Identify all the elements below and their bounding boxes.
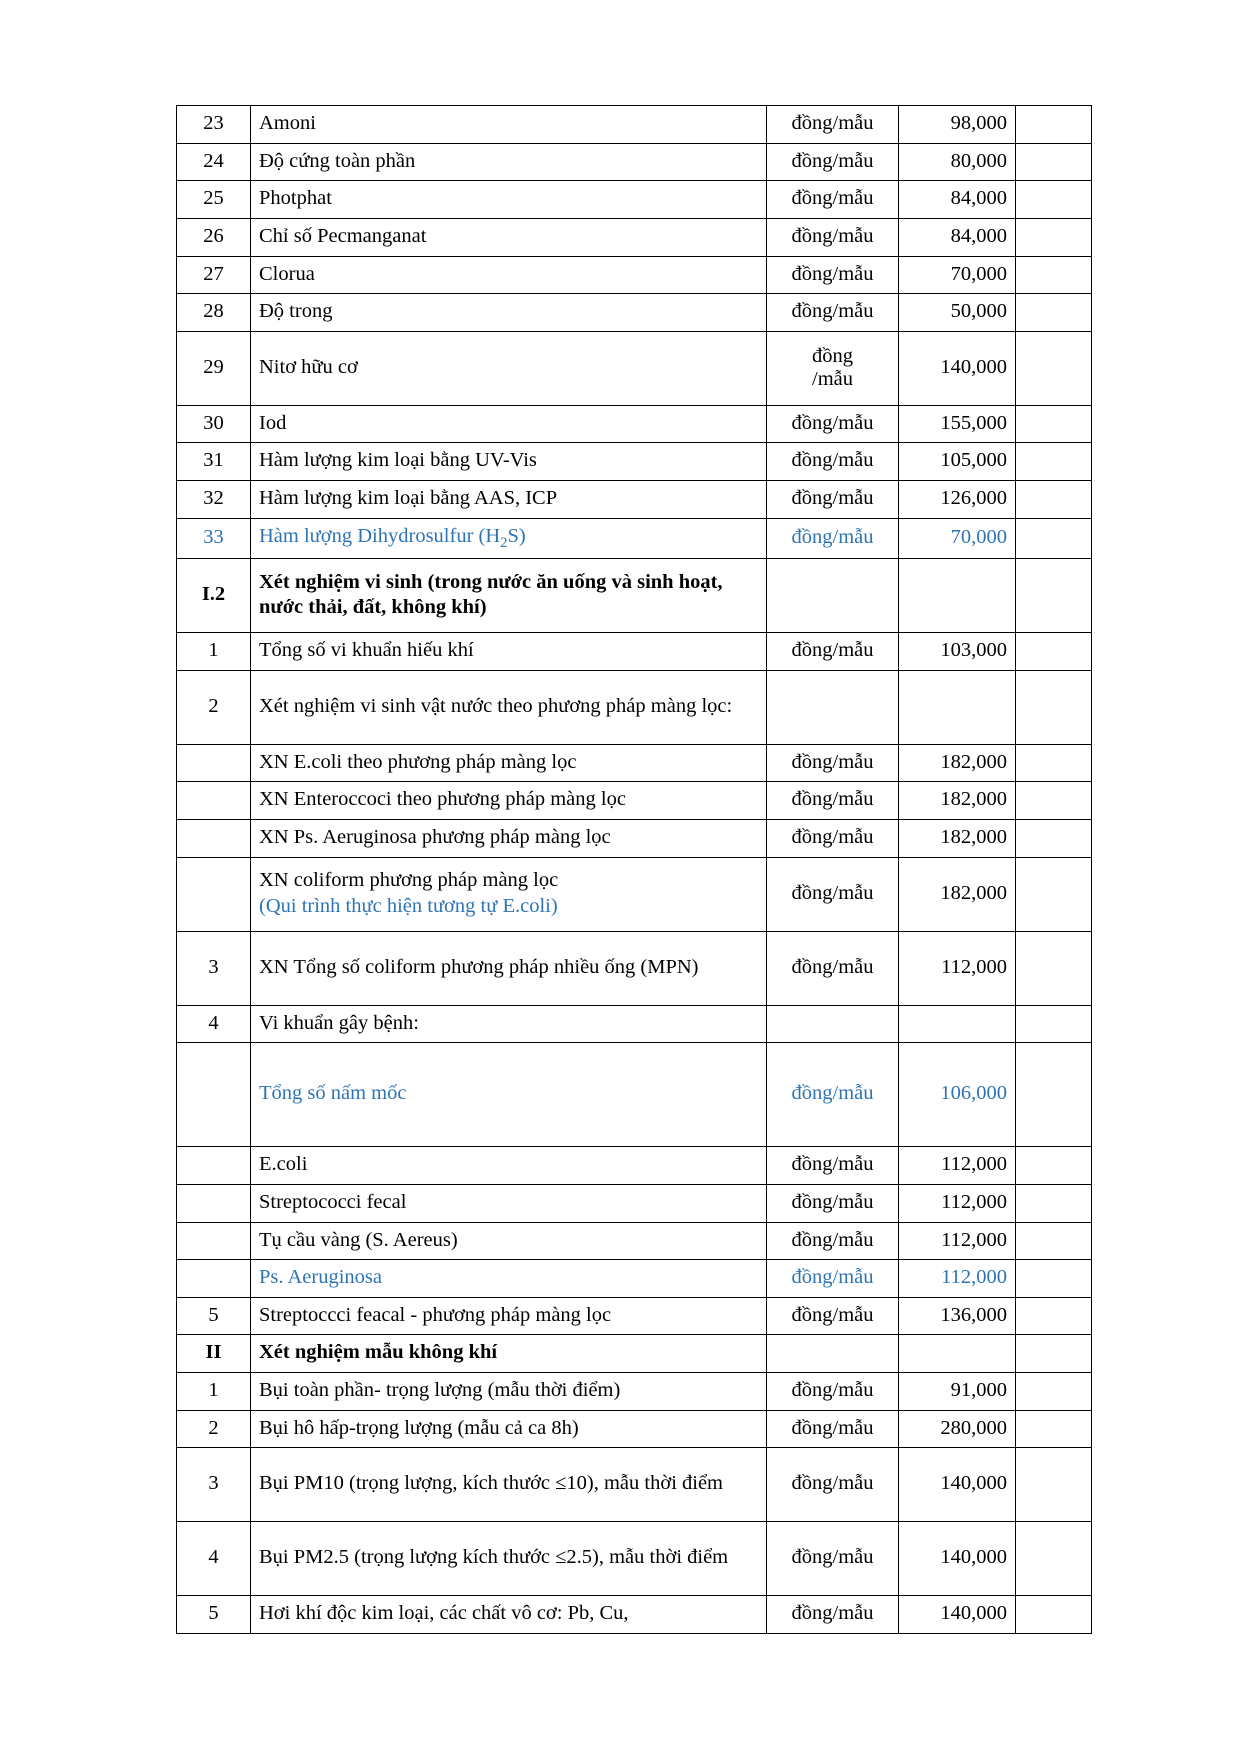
row-name: Độ trong (251, 294, 767, 332)
row-unit: đồng/mẫu (767, 481, 899, 519)
row-unit: đồng/mẫu (767, 1448, 899, 1522)
row-note (1016, 1522, 1092, 1596)
row-no (177, 1043, 251, 1147)
row-unit: đồng/mẫu (767, 857, 899, 931)
row-unit: đồng/mẫu (767, 256, 899, 294)
table-row (177, 518, 1092, 559)
table-row (177, 181, 1092, 219)
row-name-subnote: (Qui trình thực hiện tương tự E.coli) (259, 894, 558, 917)
row-unit: đồng/mẫu (767, 143, 899, 181)
table-row (177, 405, 1092, 443)
row-unit: đồng/mẫu (767, 931, 899, 1005)
row-name: Nitơ hữu cơ (251, 331, 767, 405)
row-note (1016, 1005, 1092, 1043)
row-no: 27 (177, 256, 251, 294)
row-price: 50,000 (899, 294, 1016, 332)
row-name: Clorua (251, 256, 767, 294)
row-name: E.coli (251, 1147, 767, 1185)
row-no: 2 (177, 670, 251, 744)
row-no (177, 857, 251, 931)
row-note (1016, 1596, 1092, 1634)
row-no: II (177, 1335, 251, 1373)
row-price: 136,000 (899, 1297, 1016, 1335)
row-name: Tổng số vi khuẩn hiếu khí (251, 633, 767, 671)
row-unit: đồng/mẫu (767, 1043, 899, 1147)
row-price: 112,000 (899, 1222, 1016, 1260)
row-unit: đồng/mẫu (767, 1260, 899, 1298)
row-no: I.2 (177, 559, 251, 633)
table-row (177, 1043, 1092, 1147)
row-name: Photphat (251, 181, 767, 219)
row-price: 84,000 (899, 218, 1016, 256)
row-price (899, 670, 1016, 744)
row-no (177, 820, 251, 858)
row-price: 106,000 (899, 1043, 1016, 1147)
row-note (1016, 181, 1092, 219)
table-row (177, 1522, 1092, 1596)
table-row (177, 294, 1092, 332)
row-unit: đồng/mẫu (767, 1596, 899, 1634)
table-row (177, 256, 1092, 294)
table-row (177, 1222, 1092, 1260)
row-note (1016, 820, 1092, 858)
row-unit (767, 331, 899, 405)
row-no: 1 (177, 1373, 251, 1411)
row-name: Hàm lượng kim loại bằng UV-Vis (251, 443, 767, 481)
row-name: Hơi khí độc kim loại, các chất vô cơ: Pb, Cu, (251, 1596, 767, 1634)
row-unit (767, 670, 899, 744)
table-row (177, 1184, 1092, 1222)
table-row (177, 218, 1092, 256)
row-name (251, 857, 767, 931)
row-no: 1 (177, 633, 251, 671)
row-no: 29 (177, 331, 251, 405)
row-no (177, 1147, 251, 1185)
row-no: 28 (177, 294, 251, 332)
table-row (177, 331, 1092, 405)
row-name: Chỉ số Pecmanganat (251, 218, 767, 256)
row-name: Xét nghiệm vi sinh (trong nước ăn uống và sinh hoạt, nước thải, đất, không khí) (251, 559, 767, 633)
table-row (177, 1410, 1092, 1448)
table-row (177, 143, 1092, 181)
row-name-post: S) (507, 524, 526, 547)
row-name: Xét nghiệm vi sinh vật nước theo phương pháp màng lọc: (251, 670, 767, 744)
row-note (1016, 143, 1092, 181)
table-row (177, 744, 1092, 782)
row-name: XN Enteroccoci theo phương pháp màng lọc (251, 782, 767, 820)
row-no: 4 (177, 1522, 251, 1596)
row-unit: đồng/mẫu (767, 1522, 899, 1596)
row-note (1016, 1222, 1092, 1260)
row-unit: đồng/mẫu (767, 1373, 899, 1411)
row-name: XN Tổng số coliform phương pháp nhiều ống (MPN) (251, 931, 767, 1005)
row-price: 126,000 (899, 481, 1016, 519)
row-note (1016, 405, 1092, 443)
row-unit: đồng/mẫu (767, 106, 899, 144)
row-unit (767, 1335, 899, 1373)
row-name: Iod (251, 405, 767, 443)
row-no: 3 (177, 931, 251, 1005)
row-note (1016, 331, 1092, 405)
row-note (1016, 1184, 1092, 1222)
row-note (1016, 1448, 1092, 1522)
row-note (1016, 670, 1092, 744)
table-row (177, 1260, 1092, 1298)
table-row (177, 1147, 1092, 1185)
row-no (177, 782, 251, 820)
table-row (177, 633, 1092, 671)
row-note (1016, 1260, 1092, 1298)
row-no: 26 (177, 218, 251, 256)
row-name-pre: Hàm lượng Dihydrosulfur (H (259, 524, 501, 547)
row-no (177, 1222, 251, 1260)
row-price: 98,000 (899, 106, 1016, 144)
row-unit: đồng/mẫu (767, 294, 899, 332)
row-unit: đồng/mẫu (767, 405, 899, 443)
row-note (1016, 443, 1092, 481)
row-name (251, 518, 767, 559)
row-unit: đồng/mẫu (767, 1184, 899, 1222)
row-no: 23 (177, 106, 251, 144)
row-price: 182,000 (899, 857, 1016, 931)
row-price (899, 559, 1016, 633)
row-name: Tụ cầu vàng (S. Aereus) (251, 1222, 767, 1260)
row-no: 30 (177, 405, 251, 443)
row-no: 2 (177, 1410, 251, 1448)
row-price: 80,000 (899, 143, 1016, 181)
table-row (177, 1297, 1092, 1335)
row-price: 140,000 (899, 1522, 1016, 1596)
row-price: 140,000 (899, 1596, 1016, 1634)
row-note (1016, 1335, 1092, 1373)
row-name: XN E.coli theo phương pháp màng lọc (251, 744, 767, 782)
row-no: 31 (177, 443, 251, 481)
table-row (177, 1596, 1092, 1634)
row-price: 280,000 (899, 1410, 1016, 1448)
row-name-sub: 2 (500, 534, 508, 551)
table-row (177, 820, 1092, 858)
row-price: 91,000 (899, 1373, 1016, 1411)
row-no: 3 (177, 1448, 251, 1522)
row-note (1016, 294, 1092, 332)
table-row (177, 857, 1092, 931)
row-price: 105,000 (899, 443, 1016, 481)
row-price: 84,000 (899, 181, 1016, 219)
row-name: XN Ps. Aeruginosa phương pháp màng lọc (251, 820, 767, 858)
row-price: 140,000 (899, 331, 1016, 405)
row-note (1016, 1297, 1092, 1335)
row-price: 155,000 (899, 405, 1016, 443)
row-unit: đồng/mẫu (767, 443, 899, 481)
row-note (1016, 1373, 1092, 1411)
row-note (1016, 1410, 1092, 1448)
row-name: Streptoccci feacal - phương pháp màng lọc (251, 1297, 767, 1335)
row-no: 5 (177, 1596, 251, 1634)
row-no (177, 1184, 251, 1222)
row-price: 112,000 (899, 1184, 1016, 1222)
row-unit: đồng/mẫu (767, 1410, 899, 1448)
row-price: 70,000 (899, 518, 1016, 559)
row-unit (767, 559, 899, 633)
table-row (177, 782, 1092, 820)
row-note (1016, 518, 1092, 559)
row-no: 32 (177, 481, 251, 519)
row-unit: đồng/mẫu (767, 1147, 899, 1185)
price-table (176, 105, 1092, 1634)
row-price (899, 1335, 1016, 1373)
row-note (1016, 1147, 1092, 1185)
row-price: 112,000 (899, 1147, 1016, 1185)
row-no: 24 (177, 143, 251, 181)
table-row (177, 670, 1092, 744)
row-name: Bụi PM2.5 (trọng lượng kích thước ≤2.5), mẫu thời điểm (251, 1522, 767, 1596)
table-row (177, 1373, 1092, 1411)
row-unit: đồng/mẫu (767, 782, 899, 820)
row-unit: đồng/mẫu (767, 218, 899, 256)
row-name: Tổng số nấm mốc (251, 1043, 767, 1147)
row-unit: đồng/mẫu (767, 181, 899, 219)
table-row-section (177, 1335, 1092, 1373)
row-unit: đồng/mẫu (767, 633, 899, 671)
row-note (1016, 633, 1092, 671)
row-price: 112,000 (899, 931, 1016, 1005)
row-name: Bụi hô hấp-trọng lượng (mẫu cả ca 8h) (251, 1410, 767, 1448)
row-no (177, 1260, 251, 1298)
row-no: 33 (177, 518, 251, 559)
row-no: 25 (177, 181, 251, 219)
row-no: 4 (177, 1005, 251, 1043)
row-name: Bụi toàn phần- trọng lượng (mẫu thời điểm) (251, 1373, 767, 1411)
row-unit-line2: /mẫu (812, 367, 853, 390)
row-unit (767, 1005, 899, 1043)
row-price: 70,000 (899, 256, 1016, 294)
row-note (1016, 481, 1092, 519)
table-row (177, 1448, 1092, 1522)
row-name: Amoni (251, 106, 767, 144)
table-body (177, 106, 1092, 1634)
row-note (1016, 931, 1092, 1005)
row-price: 182,000 (899, 820, 1016, 858)
row-price: 182,000 (899, 782, 1016, 820)
row-name: Streptococci fecal (251, 1184, 767, 1222)
row-name: Độ cứng toàn phần (251, 143, 767, 181)
row-price: 182,000 (899, 744, 1016, 782)
row-note (1016, 559, 1092, 633)
row-price: 140,000 (899, 1448, 1016, 1522)
table-row (177, 931, 1092, 1005)
row-price (899, 1005, 1016, 1043)
row-unit: đồng/mẫu (767, 744, 899, 782)
row-name: Xét nghiệm mẫu không khí (251, 1335, 767, 1373)
row-unit: đồng/mẫu (767, 1297, 899, 1335)
row-note (1016, 256, 1092, 294)
row-note (1016, 106, 1092, 144)
table-row (177, 443, 1092, 481)
row-unit: đồng/mẫu (767, 1222, 899, 1260)
row-note (1016, 744, 1092, 782)
row-note (1016, 857, 1092, 931)
row-name: Hàm lượng kim loại bằng AAS, ICP (251, 481, 767, 519)
table-row (177, 106, 1092, 144)
row-no: 5 (177, 1297, 251, 1335)
table-row (177, 481, 1092, 519)
table-row (177, 1005, 1092, 1043)
row-name: Ps. Aeruginosa (251, 1260, 767, 1298)
row-unit: đồng/mẫu (767, 518, 899, 559)
row-note (1016, 218, 1092, 256)
row-no (177, 744, 251, 782)
row-name: Vi khuẩn gây bệnh: (251, 1005, 767, 1043)
row-note (1016, 782, 1092, 820)
row-price: 103,000 (899, 633, 1016, 671)
row-name-text: XN coliform phương pháp màng lọc (259, 869, 559, 892)
row-note (1016, 1043, 1092, 1147)
row-name: Bụi PM10 (trọng lượng, kích thước ≤10), mẫu thời điểm (251, 1448, 767, 1522)
row-unit: đồng/mẫu (767, 820, 899, 858)
row-price: 112,000 (899, 1260, 1016, 1298)
row-unit-line1: đồng (812, 344, 853, 367)
table-row-section (177, 559, 1092, 633)
